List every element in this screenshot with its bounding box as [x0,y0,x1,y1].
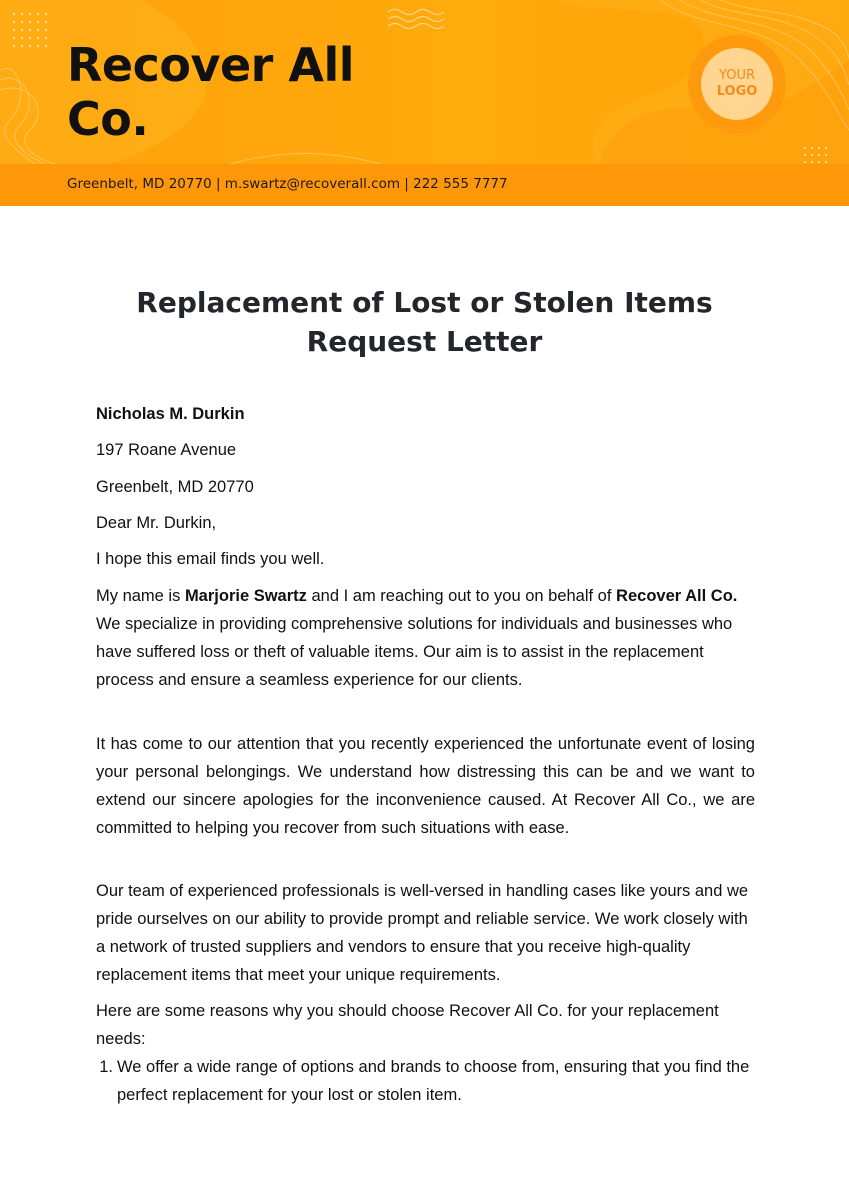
situation-paragraph: It has come to our attention that you recently experienced the unfortunate event of losing your personal belongings. We understand how distressing this can be and we want to extend our sincere apologies for the inconvenience caused. At Recover All Co., we are committed to helping you recover from such situations with ease. [96,735,755,837]
list-item [96,1053,755,1109]
intro-paragraph [96,582,755,694]
salutation: Dear Mr. Durkin, [96,514,217,532]
sender-name: Marjorie Swartz [184,587,307,605]
logo-placeholder [688,35,786,133]
recipient-name: Nicholas M. Durkin [96,405,245,423]
logo-badge [701,48,773,120]
recipient-city: Greenbelt, MD 20770 [96,478,254,496]
logo-text-your: YOUR [718,68,755,83]
contact-info: Greenbelt, MD 20770 | m.swartz@recoverall.com | 222 555 7777 [67,176,508,192]
intro-text-1: My name is [96,587,185,605]
list-item-number: 1. [99,1058,113,1076]
reasons-list [96,1053,755,1109]
team-paragraph: Our team of experienced professionals is well-versed in handling cases like yours and we pride ourselves on our ability to provide prompt and reliable service. We work closely with a network of trusted suppliers and vendors to ensure that you receive high-quality replacement items that meet your unique requirements. [96,882,749,984]
list-item-text: We offer a wide range of options and brands to choose from, ensuring that you find the perfect replacement for your lost or stolen item. [117,1058,750,1104]
logo-text-logo: LOGO [716,84,758,99]
intro-text-2: and I am reaching out to you on behalf of [306,587,617,605]
company-name: Recover All Co. [67,38,355,146]
contact-bar [0,164,849,206]
reasons-intro: Here are some reasons why you should choose Recover All Co. for your replacement needs: [96,1002,719,1048]
letter-title: Replacement of Lost or Stolen Items Request Letter [136,286,713,358]
recipient-street: 197 Roane Avenue [96,441,237,459]
company-mention: Recover All Co. [616,587,738,605]
opening-line: I hope this email finds you well. [96,550,325,568]
letterhead-banner [0,0,849,206]
intro-text-3: We specialize in providing comprehensive solutions for individuals and businesses who have suffered loss or theft of valuable items. Our aim is to assist in the replacement process and ensure a seamless experience for our clients. [96,615,733,689]
